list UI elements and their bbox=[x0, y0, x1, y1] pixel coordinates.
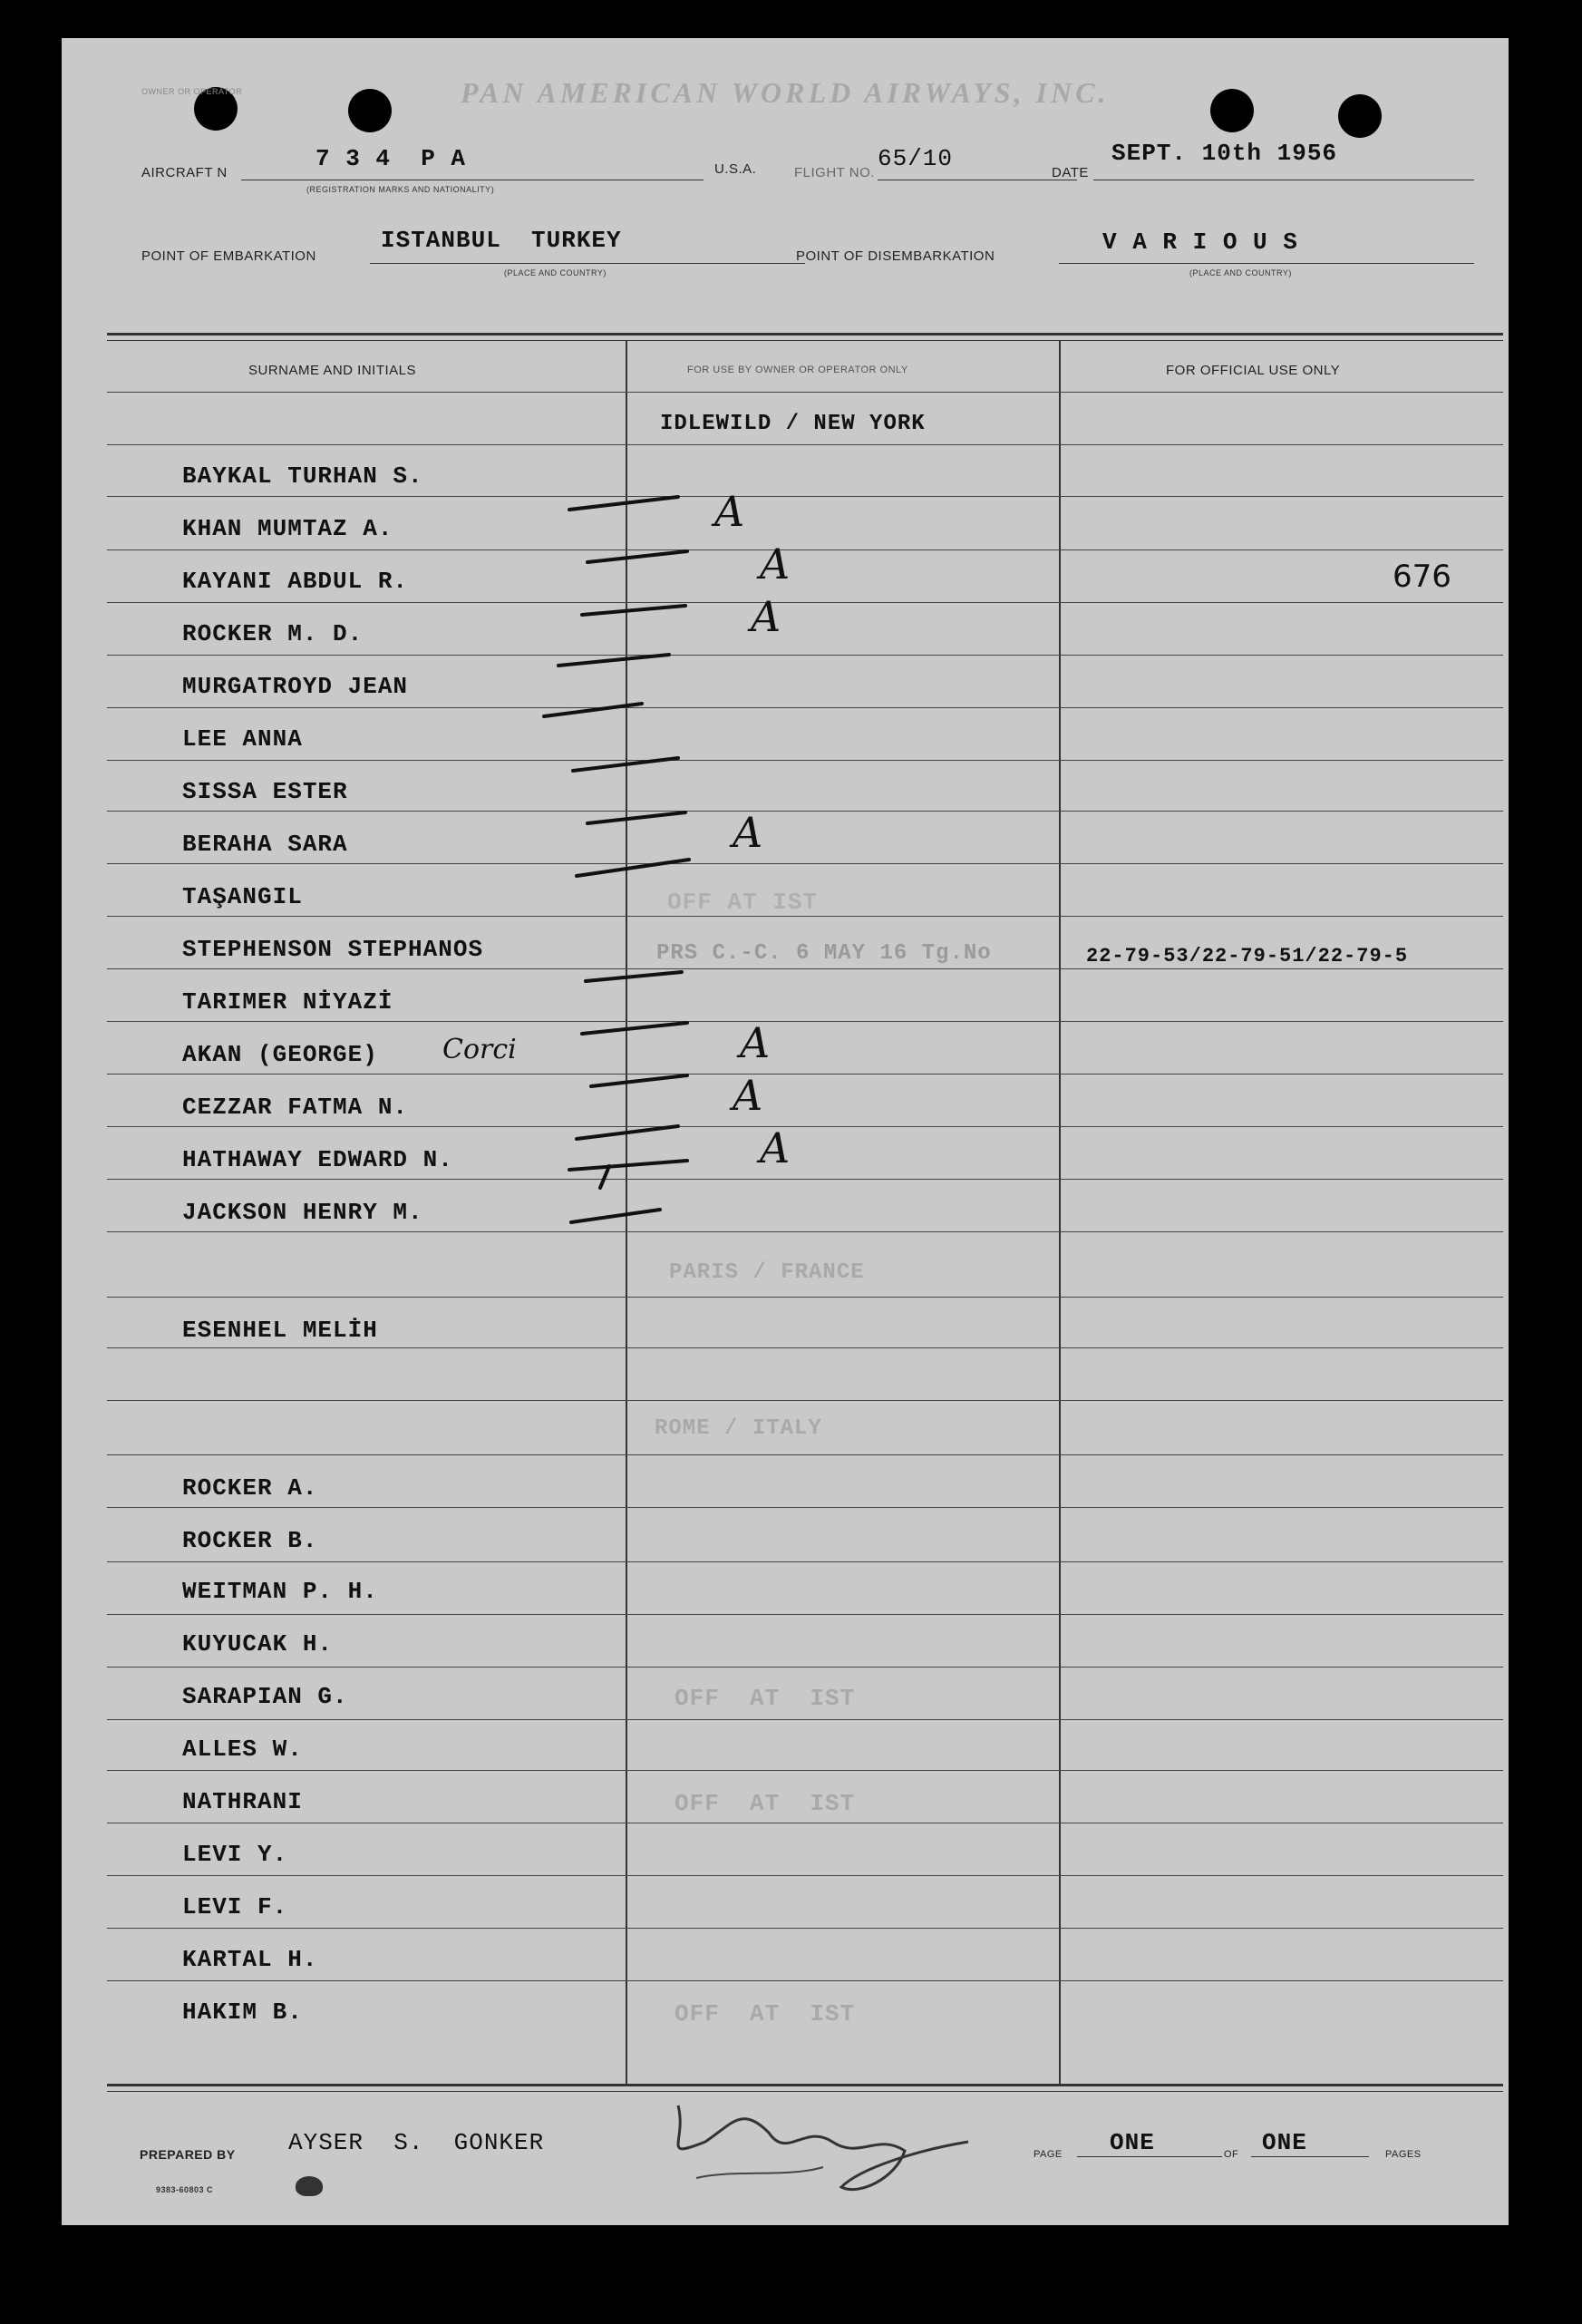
disembark-value: V A R I O U S bbox=[1102, 229, 1298, 256]
prepared-value: AYSER S. GONKER bbox=[288, 2129, 545, 2156]
row-rule bbox=[107, 1928, 1503, 1929]
prepared-label: PREPARED BY bbox=[140, 2147, 236, 2162]
passenger-name: HAKIM B. bbox=[182, 1998, 303, 2026]
check-mark bbox=[558, 655, 669, 666]
handwritten-a: A bbox=[760, 540, 791, 588]
official-note: 22-79-53/22-79-51/22-79-5 bbox=[1086, 945, 1409, 968]
row-rule bbox=[107, 1400, 1503, 1401]
passenger-name: ROCKER B. bbox=[182, 1527, 318, 1554]
check-mark bbox=[577, 1126, 678, 1139]
table-bottom-rule bbox=[107, 2084, 1503, 2086]
passenger-name: SARAPIAN G. bbox=[182, 1683, 348, 1710]
passenger-name: AKAN (GEORGE) bbox=[182, 1041, 378, 1068]
passenger-name: ESENHEL MELİH bbox=[182, 1317, 378, 1344]
column-header-operator: FOR USE BY OWNER OR OPERATOR ONLY bbox=[687, 365, 908, 375]
row-rule bbox=[107, 1507, 1503, 1508]
handwritten-marks bbox=[62, 38, 1509, 1308]
operator-note: OFF AT IST bbox=[675, 1685, 856, 1712]
date-label: DATE bbox=[1052, 165, 1089, 180]
page-underline bbox=[1077, 2156, 1222, 2157]
row-rule bbox=[107, 1667, 1503, 1668]
manifest-sheet bbox=[62, 38, 1509, 2225]
operator-note: OFF AT IST bbox=[675, 2000, 856, 2027]
operator-note: PRS C.-C. 6 MAY 16 Tg.No bbox=[656, 941, 992, 966]
check-mark bbox=[582, 606, 685, 615]
handwritten-a: A bbox=[714, 487, 745, 536]
check-mark bbox=[573, 758, 678, 771]
owner-value: PAN AMERICAN WORLD AIRWAYS, INC. bbox=[461, 76, 1110, 109]
operator-note: OFF AT IST bbox=[675, 1790, 856, 1817]
passenger-name: KARTAL H. bbox=[182, 1946, 318, 1973]
check-mark bbox=[569, 497, 678, 510]
passenger-name: ROCKER A. bbox=[182, 1474, 318, 1502]
pages-label: PAGES bbox=[1385, 2149, 1422, 2160]
aircraft-caption: (REGISTRATION MARKS AND NATIONALITY) bbox=[306, 185, 495, 194]
check-mark bbox=[591, 1075, 687, 1086]
flight-label: FLIGHT NO. bbox=[794, 165, 875, 180]
handwritten-a: A bbox=[751, 592, 781, 641]
passenger-name: MURGATROYD JEAN bbox=[182, 673, 409, 700]
date-value: SEPT. 10th 1956 bbox=[1111, 140, 1338, 167]
check-mark bbox=[582, 1023, 687, 1034]
usa-label: U.S.A. bbox=[714, 161, 757, 177]
row-rule bbox=[107, 1347, 1503, 1348]
passenger-name: SISSA ESTER bbox=[182, 778, 348, 805]
handwritten-name-note: Corci bbox=[442, 1034, 517, 1065]
check-mark bbox=[577, 860, 689, 876]
section-heading-paris: PARIS / FRANCE bbox=[669, 1260, 865, 1285]
passenger-name: BERAHA SARA bbox=[182, 831, 348, 858]
column-header-official: FOR OFFICIAL USE ONLY bbox=[1166, 363, 1341, 378]
disembark-caption: (PLACE AND COUNTRY) bbox=[1189, 268, 1292, 277]
passenger-name: KUYUCAK H. bbox=[182, 1630, 334, 1658]
check-mark bbox=[586, 972, 682, 981]
embark-caption: (PLACE AND COUNTRY) bbox=[504, 268, 607, 277]
row-rule bbox=[107, 1770, 1503, 1771]
operator-note: OFF AT IST bbox=[667, 889, 819, 916]
of-label: OF bbox=[1224, 2149, 1239, 2160]
row-rule bbox=[107, 1875, 1503, 1876]
passenger-name: NATHRANI bbox=[182, 1788, 303, 1815]
passenger-name: ALLES W. bbox=[182, 1736, 303, 1763]
page-label: PAGE bbox=[1034, 2149, 1063, 2160]
passenger-name: LEE ANNA bbox=[182, 725, 303, 753]
flight-value: 65/10 bbox=[878, 145, 954, 172]
column-header-surname: SURNAME AND INITIALS bbox=[248, 363, 417, 378]
passenger-name: HATHAWAY EDWARD N. bbox=[182, 1146, 453, 1173]
passenger-name: TARIMER NİYAZİ bbox=[182, 988, 393, 1016]
pages-value: ONE bbox=[1262, 2129, 1307, 2156]
check-mark bbox=[544, 704, 642, 716]
disembark-label: POINT OF DISEMBARKATION bbox=[796, 248, 995, 264]
signature bbox=[624, 2087, 1005, 2223]
check-mark bbox=[600, 1166, 609, 1188]
printer-logo bbox=[296, 2176, 323, 2196]
passenger-name: TAŞANGIL bbox=[182, 883, 303, 910]
passenger-name: LEVI F. bbox=[182, 1893, 288, 1920]
aircraft-value: 7 3 4 P A bbox=[315, 145, 467, 172]
handwritten-a: A bbox=[733, 808, 763, 857]
aircraft-label: AIRCRAFT N bbox=[141, 165, 228, 180]
handwritten-a: A bbox=[740, 1018, 771, 1067]
check-mark bbox=[571, 1210, 660, 1222]
passenger-name: STEPHENSON STEPHANOS bbox=[182, 936, 484, 963]
passenger-name: BAYKAL TURHAN S. bbox=[182, 462, 423, 490]
check-mark bbox=[587, 551, 687, 562]
official-number: 676 bbox=[1393, 559, 1451, 595]
row-rule bbox=[107, 1614, 1503, 1615]
page-value: ONE bbox=[1110, 2129, 1155, 2156]
row-rule bbox=[107, 1980, 1503, 1981]
check-mark bbox=[587, 812, 685, 823]
row-rule bbox=[107, 1454, 1503, 1455]
row-rule bbox=[107, 1719, 1503, 1720]
form-number: 9383-60803 C bbox=[156, 2185, 214, 2194]
passenger-name: CEZZAR FATMA N. bbox=[182, 1094, 409, 1121]
passenger-name: KAYANI ABDUL R. bbox=[182, 568, 409, 595]
embark-label: POINT OF EMBARKATION bbox=[141, 248, 316, 264]
passenger-name: JACKSON HENRY M. bbox=[182, 1199, 423, 1226]
row-rule bbox=[107, 1561, 1503, 1562]
passenger-name: ROCKER M. D. bbox=[182, 620, 364, 647]
section-heading-rome: ROME / ITALY bbox=[655, 1416, 822, 1441]
passenger-name: LEVI Y. bbox=[182, 1841, 288, 1868]
embark-value: ISTANBUL TURKEY bbox=[381, 227, 622, 254]
passenger-name: WEITMAN P. H. bbox=[182, 1578, 378, 1605]
check-mark bbox=[569, 1161, 687, 1170]
handwritten-a: A bbox=[760, 1123, 791, 1172]
owner-label: OWNER OR OPERATOR bbox=[141, 87, 243, 96]
handwritten-a: A bbox=[733, 1071, 763, 1120]
section-heading-idlewild: IDLEWILD / NEW YORK bbox=[660, 412, 926, 436]
passenger-name: KHAN MUMTAZ A. bbox=[182, 515, 393, 542]
pages-underline bbox=[1251, 2156, 1369, 2157]
